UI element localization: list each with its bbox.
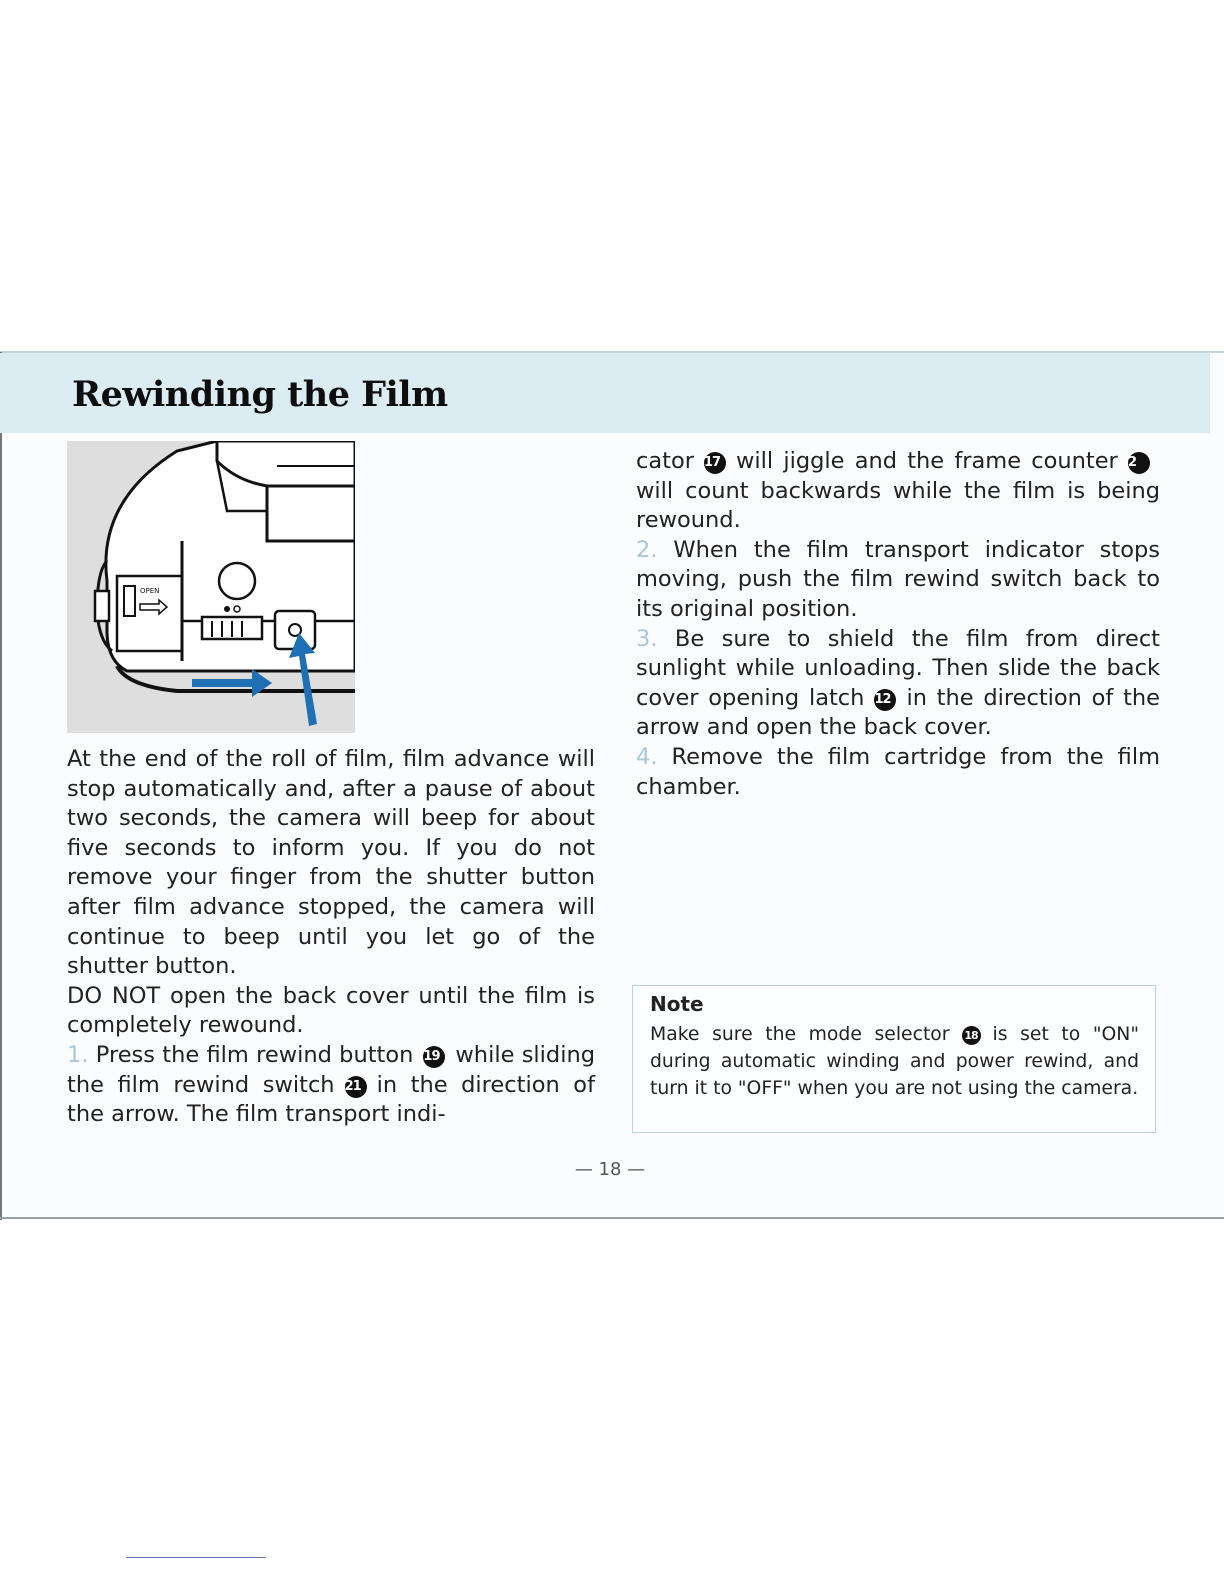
step-1-text-b: while sliding the film rewind switch [67,1041,595,1098]
step-3-text-b: in the direction of the arrow and open the back cover. [636,684,1160,741]
open-label: OPEN [140,587,160,595]
ref-badge-18: 18 [962,1026,981,1045]
step-number: 3. [636,625,658,652]
step-1-text-c: in the direction of the arrow. The film transport indi- [67,1071,595,1128]
left-divider [0,352,2,1220]
bottom-divider [0,1217,1224,1219]
footer-underline [126,1557,266,1558]
step-2-text: When the film transport indicator stops moving, push the film rewind switch back to its original position. [636,536,1160,622]
note-body [650,1022,1139,1102]
step-3-text-a: Be sure to shield the film from direct sunlight while unloading. Then slide the back cover opening latch [636,625,1161,711]
continued-text-a: cator [636,448,694,474]
warning-paragraph: DO NOT open the back cover until the film is completely rewound. [67,982,595,1039]
ref-badge-21: 21 [345,1076,367,1098]
ref-badge-17: 17 [704,452,726,474]
continued-text-b: will jiggle and the frame counter [736,448,1118,474]
step-number: 2. [636,536,658,563]
note-text-a: Make sure the mode selector [650,1024,950,1045]
page-title: Rewinding the Film [72,374,448,415]
step-number: 1. [67,1041,89,1068]
right-column [636,447,1160,802]
intro-paragraph: At the end of the roll of film, film advance will stop automatically and, after a pause of about two seconds, the camera will beep for about five seconds to inform you. If you do not remove your finger from the shutter button after film advance stopped, the camera will continue to beep until you let go of the shutter button. [67,746,595,980]
page-number: — 18 — [574,1159,646,1180]
note-box [632,985,1156,1133]
note-title: Note [650,992,704,1016]
camera-rewind-illustration [67,441,355,733]
ref-badge-12: 12 [874,689,896,711]
step-1-text-a: Press the film rewind button [95,1041,414,1068]
continued-text-c: will count backwards while the film is being rewound. [636,477,1160,534]
step-number: 4. [636,743,658,770]
ref-badge-2: 2 [1128,452,1150,474]
step-1-continued [636,447,1160,536]
note-text-b: is set to "ON" during automatic winding and power rewind, and turn it to "OFF" when you are not using the camera. [650,1024,1139,1099]
left-column [67,745,595,1130]
ref-badge-19: 19 [423,1046,445,1068]
step-4-text: Remove the film cartridge from the film chamber. [636,743,1160,800]
step-4 [636,743,1160,802]
step-2 [636,536,1160,625]
step-1 [67,1041,595,1130]
step-3 [636,625,1160,743]
